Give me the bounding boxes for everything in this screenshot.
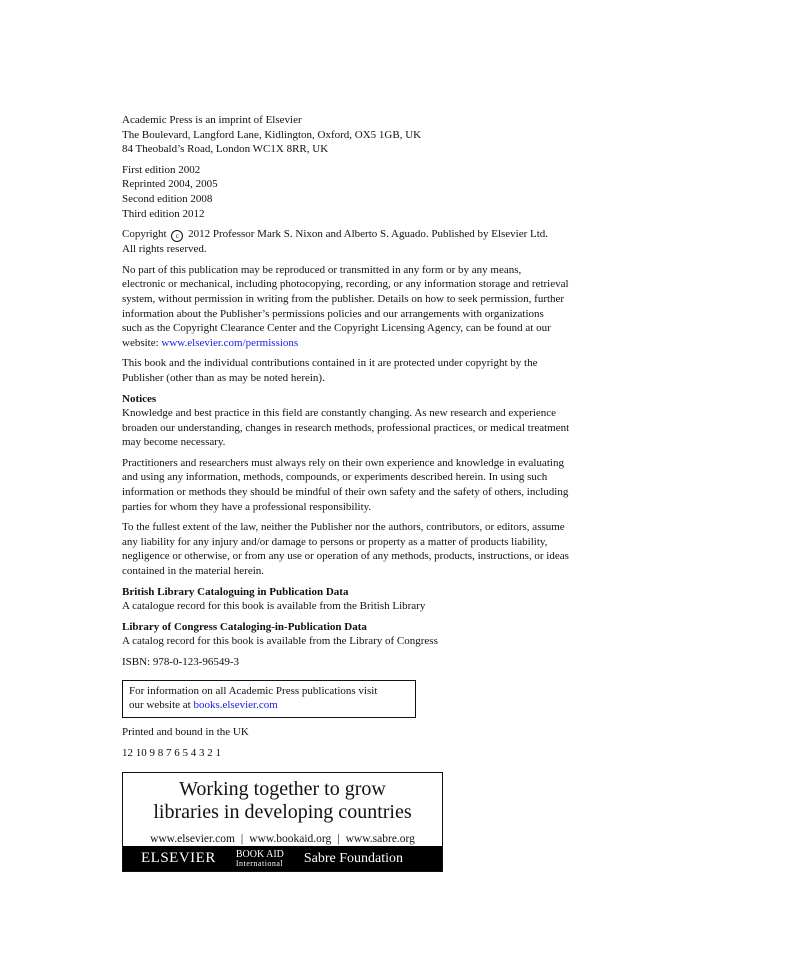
book-aid-logo-line2: International (235, 858, 284, 868)
notices-line: information or methods they should be mindful of their own safety and the safety of others, including (122, 486, 569, 499)
protection-block (122, 356, 612, 385)
imprint-block (122, 113, 612, 157)
permissions-line: electronic or mechanical, including photocopying, recording, or any information storage and retrieval (122, 278, 569, 291)
printed-block (122, 725, 612, 740)
copyright-symbol-icon: c (171, 230, 183, 242)
edition-line: First edition 2002 (122, 163, 201, 176)
banner-separator: | (240, 833, 244, 845)
permissions-line: No part of this publication may be reproduced or transmitted in any form or by any means, (122, 263, 522, 276)
notices-heading: Notices (122, 392, 157, 405)
book-aid-logo-line1: BOOK AID (235, 848, 284, 860)
info-box-website-line (129, 698, 409, 713)
notices-line: and using any information, methods, compounds, or experiments described herein. In using such (122, 471, 548, 484)
isbn-block (122, 655, 612, 670)
notices-line: may become necessary. (122, 436, 226, 449)
print-numbers-block (122, 746, 612, 761)
protection-line: This book and the individual contributions contained in it are protected under copyright by the (122, 357, 538, 370)
permissions-line: such as the Copyright Clearance Center and the Copyright Licensing Agency, can be found at our (122, 322, 551, 335)
banner-headline-line: libraries in developing countries (153, 801, 412, 823)
library-congress-block (122, 620, 612, 649)
notices-line: Practitioners and researchers must always rely on their own experience and knowledge in evaluating (122, 456, 564, 469)
imprint-line: Academic Press is an imprint of Elsevier (122, 114, 302, 126)
banner-url-bookaid[interactable]: www.bookaid.org (249, 833, 332, 845)
permissions-link[interactable]: www.elsevier.com/permissions (161, 336, 299, 349)
copyright-page (122, 113, 612, 767)
info-box-line: For information on all Academic Press publications visit (129, 684, 378, 697)
permissions-block (122, 263, 612, 351)
notices-line: To the fullest extent of the law, neither the Publisher nor the authors, contributors, or editors, assume (122, 521, 565, 534)
notices-block (122, 392, 612, 450)
protection-line: Publisher (other than as may be noted herein). (122, 371, 325, 384)
book-aid-banner (122, 772, 443, 872)
notices-line: negligence or otherwise, or from any use or operation of any methods, products, instructions, or ideas (122, 550, 569, 563)
british-library-text: A catalogue record for this book is available from the British Library (122, 600, 426, 613)
banner-url-sabre[interactable]: www.sabre.org (345, 833, 415, 845)
permissions-website-line (122, 336, 612, 351)
notices-line: broaden our understanding, changes in research methods, professional practices, or medical treatment (122, 421, 570, 434)
edition-line: Third edition 2012 (122, 207, 205, 220)
book-aid-logo (236, 850, 284, 868)
info-box (122, 680, 416, 718)
edition-line: Second edition 2008 (122, 192, 213, 205)
imprint-address-london: 84 Theobald’s Road, London WC1X 8RR, UK (122, 143, 329, 156)
rights-reserved: All rights reserved. (122, 243, 207, 256)
editions-block (122, 163, 612, 221)
british-library-heading: British Library Cataloguing in Publication Data (122, 585, 349, 598)
books-elsevier-link[interactable]: books.elsevier.com (193, 699, 278, 712)
copyright-line (122, 227, 612, 242)
copyright-prefix: Copyright (122, 228, 167, 241)
banner-headline (123, 778, 442, 824)
banner-headline-line: Working together to grow (179, 778, 386, 800)
banner-urls (123, 833, 442, 845)
edition-line: Reprinted 2004, 2005 (122, 178, 218, 191)
elsevier-logo: ELSEVIER (141, 850, 216, 866)
banner-separator: | (337, 833, 340, 845)
permissions-line: information about the Publisher’s permissions policies and our arrangements with organizations (122, 307, 544, 320)
banner-url-elsevier[interactable]: www.elsevier.com (150, 833, 235, 845)
printed-text: Printed and bound in the UK (122, 725, 249, 738)
notices-line: any liability for any injury and/or damage to persons or property as a matter of products liability, (122, 535, 548, 548)
print-numbers: 12 10 9 8 7 6 5 4 3 2 1 (122, 747, 221, 760)
copyright-text: 2012 Professor Mark S. Nixon and Alberto S. Aguado. Published by Elsevier Ltd. (188, 228, 549, 241)
permissions-line: system, without permission in writing from the publisher. Details on how to seek permission, further (122, 292, 565, 305)
info-box-prefix: our website at (129, 699, 194, 712)
banner-logo-strip (123, 846, 442, 871)
liability-block (122, 520, 612, 578)
notices-line: Knowledge and best practice in this field are constantly changing. As new research and experience (122, 407, 557, 420)
library-congress-heading: Library of Congress Cataloging-in-Publication Data (122, 620, 367, 633)
practitioners-block (122, 456, 612, 514)
sabre-foundation-logo: Sabre Foundation (303, 850, 404, 866)
imprint-address: The Boulevard, Langford Lane, Kidlington, Oxford, OX5 1GB, UK (122, 128, 422, 141)
website-prefix: website: (122, 336, 162, 349)
library-congress-text: A catalog record for this book is available from the Library of Congress (122, 635, 438, 648)
isbn: ISBN: 978-0-123-96549-3 (122, 656, 240, 668)
british-library-block (122, 585, 612, 614)
copyright-block (122, 227, 612, 257)
notices-line: parties for whom they have a professional responsibility. (122, 500, 372, 513)
notices-line: contained in the material herein. (122, 565, 265, 578)
